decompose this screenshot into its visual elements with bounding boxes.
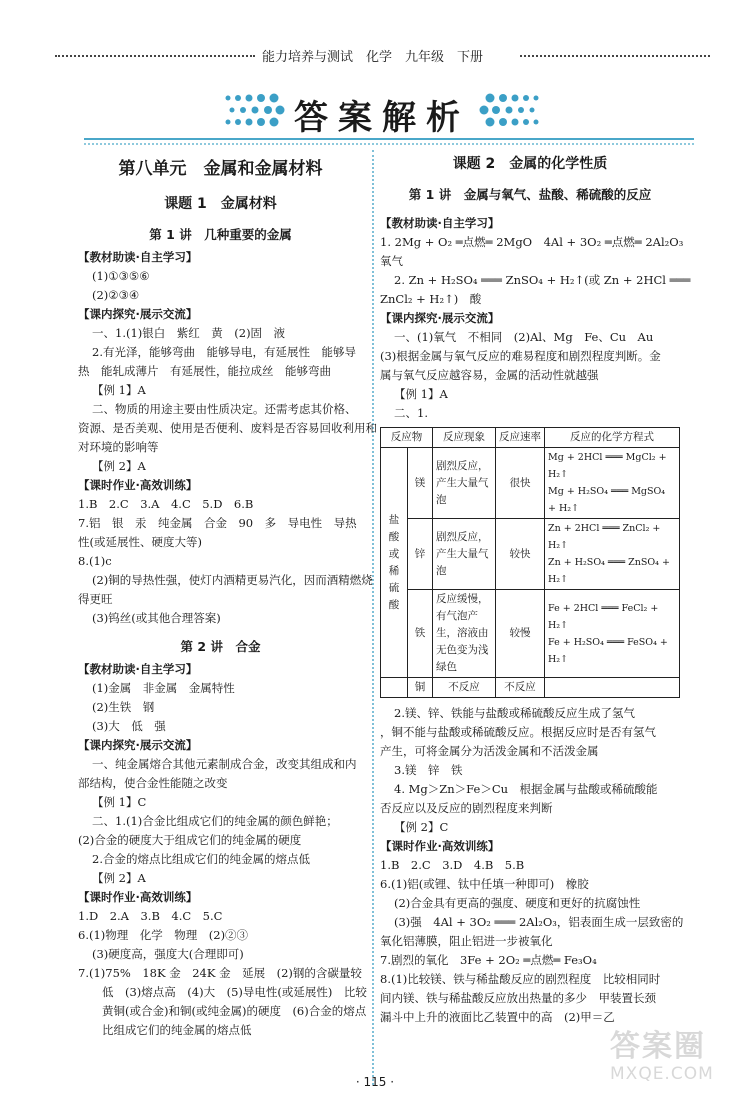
answer-line: (3)硬度高，强度大(合理即可) bbox=[92, 947, 244, 961]
phenomenon-cell: 反应缓慢，有气泡产生，溶液由无色变为浅绿色 bbox=[433, 590, 496, 678]
answer-line: (3)根据金属与氧气反应的难易程度和剧烈程度判断。金 bbox=[380, 349, 661, 363]
section-heading: 【教材助读·自主学习】 bbox=[78, 662, 198, 676]
section-heading: 【课内探究·展示交流】 bbox=[380, 311, 500, 325]
answer-line: 一、1.(1)银白 紫红 黄 (2)固 液 bbox=[92, 326, 286, 340]
answer-line: 【例 1】A bbox=[394, 387, 448, 401]
answer-banner bbox=[222, 86, 542, 138]
metal-cell: 铁 bbox=[408, 590, 433, 678]
answer-line: 【例 2】C bbox=[394, 820, 449, 834]
answer-line: (3)大 低 强 bbox=[92, 719, 166, 733]
answer-line: 7.铝 银 汞 纯金属 合金 90 多 导电性 导热 bbox=[78, 516, 357, 530]
banner-rule bbox=[84, 138, 694, 140]
answer-line: (2)②③④ bbox=[92, 288, 140, 302]
table-row bbox=[381, 448, 680, 519]
answer-line: 8.(1)c bbox=[78, 554, 112, 568]
metal-cell: 锌 bbox=[408, 519, 433, 590]
answer-line: 间内镁、铁与稀盐酸反应放出热量的多少 甲装置长颈 bbox=[380, 991, 656, 1005]
answer-line: 一、纯金属熔合其他元素制成合金，改变其组成和内 bbox=[92, 757, 357, 771]
section-heading: 【教材助读·自主学习】 bbox=[78, 250, 198, 264]
answer-line: 1.D 2.A 3.B 4.C 5.C bbox=[78, 909, 223, 923]
table-header-row bbox=[381, 428, 680, 448]
equation-line: Zn + H₂SO₄ ═══ ZnSO₄ + H₂↑ bbox=[548, 557, 670, 585]
column-divider bbox=[372, 150, 374, 1085]
right-lesson1-title: 第 1 讲 金属与氧气、盐酸、稀硫酸的反应 bbox=[408, 187, 652, 202]
right-column bbox=[380, 150, 691, 1027]
section-heading: 【课内探究·展示交流】 bbox=[78, 738, 198, 752]
equation-cell bbox=[545, 519, 680, 590]
rate-cell: 较慢 bbox=[496, 590, 545, 678]
lesson1-title: 第 1 讲 几种重要的金属 bbox=[149, 227, 292, 242]
phenomenon-cell: 不反应 bbox=[433, 678, 496, 698]
answer-line: 6.(1)铝(或锂、钛中任填一种即可) 橡胶 bbox=[380, 877, 589, 891]
answer-line: 2.镁、锌、铁能与盐酸或稀硫酸反应生成了氢气 bbox=[394, 706, 635, 720]
answer-line: 对环境的影响等 bbox=[78, 440, 159, 454]
right-answers-part2 bbox=[380, 704, 684, 1027]
answer-line: 氧化铝薄膜，阻止铝进一步被氧化 bbox=[380, 934, 553, 948]
table-row bbox=[381, 590, 680, 678]
answer-line: 4. Mg＞Zn＞Fe＞Cu 根据金属与盐酸或稀硫酸能 bbox=[394, 782, 658, 796]
answer-line: 漏斗中上升的液面比乙装置中的高 (2)甲＝乙 bbox=[380, 1010, 615, 1024]
answer-line: 8.(1)比较镁、铁与稀盐酸反应的剧烈程度 比较相同时 bbox=[380, 972, 661, 986]
watermark-text: 答案圈 bbox=[610, 1029, 706, 1064]
section-heading: 【教材助读·自主学习】 bbox=[380, 216, 500, 230]
section-heading: 【课内探究·展示交流】 bbox=[78, 307, 198, 321]
answer-line: (2)生铁 钢 bbox=[92, 700, 155, 714]
answer-line: 1.B 2.C 3.A 4.C 5.D 6.B bbox=[78, 497, 254, 511]
lesson2-title: 第 2 讲 合金 bbox=[180, 639, 261, 654]
rate-cell: 很快 bbox=[496, 448, 545, 519]
answer-line: (2)合金的硬度大于组成它们的纯金属的硬度 bbox=[78, 833, 302, 847]
header-title: 能力培养与测试 化学 九年级 下册 bbox=[262, 50, 484, 65]
right-answers-part1 bbox=[380, 214, 691, 423]
answer-line: ，铜不能与盐酸或稀硫酸反应。根据反应时是否有氢气 bbox=[380, 725, 656, 739]
answer-line: 7.剧烈的氧化 3Fe + 2O₂ ═点燃═ Fe₃O₄ bbox=[380, 953, 597, 967]
header-dotted-rule-right bbox=[520, 55, 710, 57]
acid-label-cell: 盐酸或稀硫酸 bbox=[381, 448, 408, 678]
table-header-cell: 反应的化学方程式 bbox=[545, 428, 680, 448]
answer-line: (1)①③⑤⑥ bbox=[92, 269, 150, 283]
equation-line: Zn + 2HCl ═══ ZnCl₂ + H₂↑ bbox=[548, 523, 661, 551]
answer-line: (2)铜的导热性强，使灯内酒精更易汽化，因而酒精燃烧 bbox=[92, 573, 373, 587]
answer-line: 【例 2】A bbox=[92, 871, 146, 885]
answer-line: 资源、是否美观、使用是否便利、废料是否容易回收利用和 bbox=[78, 421, 377, 435]
equation-cell bbox=[545, 448, 680, 519]
answer-line: 【例 2】A bbox=[92, 459, 146, 473]
rate-cell: 较快 bbox=[496, 519, 545, 590]
answer-line: 属与氧气反应越容易，金属的活动性就越强 bbox=[380, 368, 599, 382]
phenomenon-cell: 剧烈反应，产生大量气泡 bbox=[433, 448, 496, 519]
answer-line: 部结构，使合金性能随之改变 bbox=[78, 776, 228, 790]
answer-line: (3)强 4Al + 3O₂ ═══ 2Al₂O₃，铝表面生成一层致密的 bbox=[394, 915, 684, 929]
answer-line: (1)金属 非金属 金属特性 bbox=[92, 681, 235, 695]
equation-line: Fe + H₂SO₄ ═══ FeSO₄ + H₂↑ bbox=[548, 636, 668, 665]
empty-cell bbox=[381, 678, 408, 698]
answer-line: (2)合金具有更高的强度、硬度和更好的抗腐蚀性 bbox=[394, 896, 641, 910]
dot-pattern-right-icon bbox=[478, 92, 542, 128]
section-heading: 【课时作业·高效训练】 bbox=[380, 839, 500, 853]
metal-cell: 镁 bbox=[408, 448, 433, 519]
answer-line: ZnCl₂ + H₂↑) 酸 bbox=[380, 292, 482, 306]
running-header bbox=[0, 44, 750, 68]
topic1-title: 课题 1 金属材料 bbox=[164, 196, 277, 212]
rate-cell: 不反应 bbox=[496, 678, 545, 698]
equation-cell bbox=[545, 678, 680, 698]
topic2-title: 课题 2 金属的化学性质 bbox=[452, 156, 608, 172]
answer-line: 二、物质的用途主要由性质决定。还需考虑其价格、 bbox=[92, 402, 357, 416]
equation-cell bbox=[545, 590, 680, 678]
answer-line: 一、(1)氧气 不相同 (2)Al、Mg Fe、Cu Au bbox=[394, 330, 654, 344]
header-dotted-rule-left bbox=[55, 55, 255, 57]
answer-line: 否反应以及反应的剧烈程度来判断 bbox=[380, 801, 553, 815]
answer-line: (3)钨丝(或其他合理答案) bbox=[92, 611, 221, 625]
answer-line: 得更旺 bbox=[78, 592, 113, 606]
section-heading: 【课时作业·高效训练】 bbox=[78, 890, 198, 904]
watermark-logo bbox=[610, 1030, 740, 1096]
banner-title: 答案解析 bbox=[294, 98, 470, 138]
answer-line: 氧气 bbox=[380, 254, 403, 268]
equation-line: Mg + H₂SO₄ ═══ MgSO₄ + H₂↑ bbox=[548, 486, 666, 514]
reaction-table bbox=[380, 427, 680, 698]
answer-line: 热 能轧成薄片 有延展性，能拉成丝 能够弯曲 bbox=[78, 364, 331, 378]
answer-line: 2.合金的熔点比组成它们的纯金属的熔点低 bbox=[92, 852, 310, 866]
lesson2-answers bbox=[78, 660, 367, 1040]
answer-line: 产生，可将金属分为活泼金属和不活泼金属 bbox=[380, 744, 599, 758]
answer-line: 6.(1)物理 化学 物理 (2)②③ bbox=[78, 928, 249, 942]
answer-line: 1. 2Mg + O₂ ═点燃═ 2MgO 4Al + 3O₂ ═点燃═ 2Al₂O₃ bbox=[380, 235, 684, 249]
section-heading: 【课时作业·高效训练】 bbox=[78, 478, 198, 492]
table-header-cell: 反应现象 bbox=[433, 428, 496, 448]
answer-line: 二、1.(1)合金比组成它们的纯金属的颜色鲜艳； bbox=[92, 814, 338, 828]
banner-dotted-rule bbox=[84, 143, 694, 145]
dot-pattern-left-icon bbox=[222, 92, 286, 128]
answer-line: 2.有光泽，能够弯曲 能够导电，有延展性 能够导 bbox=[92, 345, 356, 359]
page-number: · 115 · bbox=[355, 1075, 395, 1089]
table-row bbox=[381, 519, 680, 590]
answer-line: 7.(1)75% 18K 金 24K 金 延展 (2)钢的含碳量较 bbox=[78, 966, 362, 980]
lesson1-answers bbox=[78, 248, 377, 628]
answer-line: 性(或延展性、硬度大等) bbox=[78, 535, 202, 549]
watermark-url: MXQE.COM bbox=[610, 1064, 714, 1084]
answer-line: 二、1. bbox=[394, 406, 428, 420]
equation-line: Fe + 2HCl ═══ FeCl₂ + H₂↑ bbox=[548, 602, 659, 631]
equation-line: Mg + 2HCl ═══ MgCl₂ + H₂↑ bbox=[548, 452, 667, 480]
answer-line: 【例 1】C bbox=[92, 795, 147, 809]
table-header-cell: 反应速率 bbox=[496, 428, 545, 448]
answer-line: 黄铜(或合金)和铜(或纯金属)的硬度 (6)合金的熔点 bbox=[102, 1004, 367, 1018]
left-column bbox=[78, 150, 377, 1040]
metal-cell: 铜 bbox=[408, 678, 433, 698]
unit-title: 第八单元 金属和金属材料 bbox=[118, 159, 323, 179]
answer-line: 3.镁 锌 铁 bbox=[394, 763, 463, 777]
answer-line: 【例 1】A bbox=[92, 383, 146, 397]
answer-line: 比组成它们的纯金属的熔点低 bbox=[102, 1023, 252, 1037]
answer-line: 2. Zn + H₂SO₄ ═══ ZnSO₄ + H₂↑(或 Zn + 2HCl ═══ bbox=[394, 273, 691, 287]
table-row bbox=[381, 678, 680, 698]
table-header-cell: 反应物 bbox=[381, 428, 433, 448]
phenomenon-cell: 剧烈反应，产生大量气泡 bbox=[433, 519, 496, 590]
answer-line: 1.B 2.C 3.D 4.B 5.B bbox=[380, 858, 525, 872]
answer-line: 低 (3)熔点高 (4)大 (5)导电性(或延展性) 比较 bbox=[102, 985, 367, 999]
